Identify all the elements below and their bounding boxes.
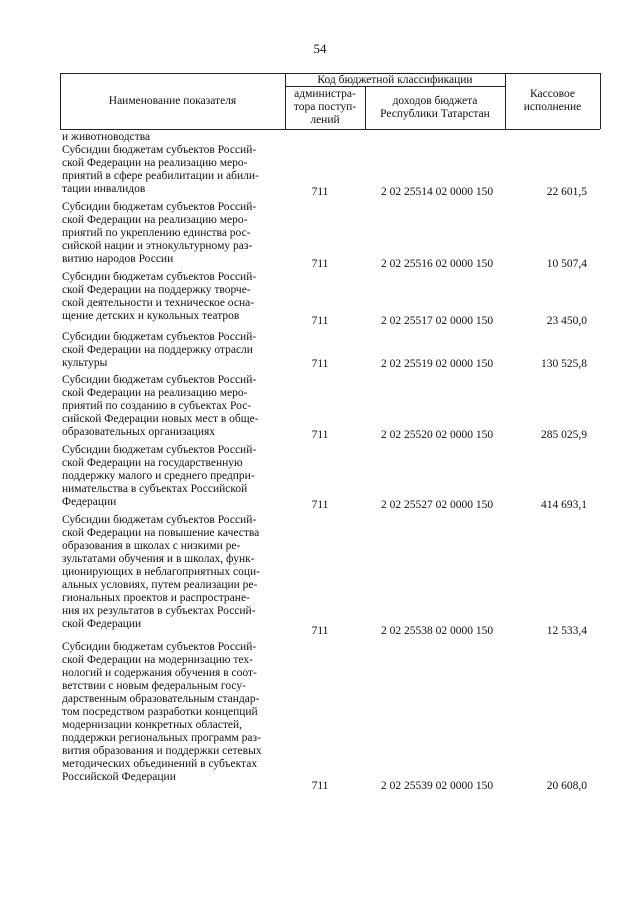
- row-amount: 23 450,0: [546, 315, 587, 327]
- row-amount: 10 507,4: [546, 258, 587, 270]
- row-amount: 130 525,8: [541, 358, 587, 370]
- row-income-code: 2 02 25527 02 0000 150: [380, 499, 494, 511]
- continuation-text: и животноводства: [62, 131, 151, 143]
- row-income-code: 2 02 25514 02 0000 150: [380, 186, 494, 198]
- row-admin-code: 711: [311, 315, 329, 327]
- row-admin-code: 711: [311, 358, 329, 370]
- row-amount: 22 601,5: [546, 186, 587, 198]
- row-admin-code: 711: [311, 780, 329, 792]
- row-amount: 414 693,1: [541, 499, 587, 511]
- row-name: Субсидии бюджетам субъектов Россий- ской Федерации на модернизацию тех- нологий и содержания обучения в соот- ветствии с новым федеральным госу- дарственным образовательным стандар- том посредством разработки концепций модернизации конкретных областей, поддержки региональных программ раз- вития образования и поддержки сетевых методических объединений в субъектах Российской Федерации: [62, 641, 262, 783]
- row-admin-code: 711: [311, 499, 329, 511]
- row-admin-code: 711: [311, 258, 329, 270]
- row-name: Субсидии бюджетам субъектов Россий- ской Федерации на поддержку отрасли культуры: [62, 331, 257, 369]
- row-income-code: 2 02 25538 02 0000 150: [380, 625, 494, 637]
- row-name: Субсидии бюджетам субъектов Россий- ской Федерации на реализацию меро- приятий в сфере реабилитации и абили- тации инвалидов: [62, 144, 259, 195]
- row-name: Субсидии бюджетам субъектов Россий- ской Федерации на повышение качества образования в школах с низкими ре- зультатами обучения и в школах, функ- ционирующих в неблагоприятных соци- альных условиях, путем реализации ре- гиональных проектов и распростране- ния их результатов в субъектах Россий- ской Федерации: [62, 514, 260, 630]
- row-name: Субсидии бюджетам субъектов Россий- ской Федерации на поддержку творче- ской деятельности и техническое осна- щение детских и кукольных театров: [62, 271, 257, 322]
- header-name-cell: Наименование показателя: [108, 95, 237, 107]
- row-income-code: 2 02 25520 02 0000 150: [380, 429, 494, 441]
- row-income-code: 2 02 25539 02 0000 150: [380, 780, 494, 792]
- row-admin-code: 711: [311, 429, 329, 441]
- header-code-group-cell: Код бюджетной классификации: [317, 74, 473, 86]
- header-right-border: [600, 73, 601, 129]
- row-income-code: 2 02 25516 02 0000 150: [380, 258, 494, 270]
- row-amount: 20 608,0: [546, 780, 587, 792]
- header-amount-cell: Кассовое исполнение: [523, 88, 582, 113]
- row-admin-code: 711: [311, 186, 329, 198]
- header-admin-cell: администра- тора поступ- лений: [293, 88, 357, 126]
- header-income-cell: доходов бюджета Республики Татарстан: [380, 95, 490, 120]
- row-name: Субсидии бюджетам субъектов Россий- ской Федерации на реализацию меро- приятий по укреплению единства рос- сийской нации и этнокультурному раз- витию народов России: [62, 201, 257, 265]
- header-bottom-rule: [60, 129, 600, 130]
- row-income-code: 2 02 25519 02 0000 150: [380, 358, 494, 370]
- row-admin-code: 711: [311, 625, 329, 637]
- row-amount: 12 533,4: [546, 625, 587, 637]
- row-income-code: 2 02 25517 02 0000 150: [380, 315, 494, 327]
- row-name: Субсидии бюджетам субъектов Россий- ской Федерации на государственную поддержку малого и среднего предпри- нимательства в субъектах Российской Федерации: [62, 444, 257, 508]
- page-number: 54: [313, 41, 327, 56]
- row-name: Субсидии бюджетам субъектов Россий- ской Федерации на реализацию меро- приятий по созданию в субъектах Рос- сийской Федерации новых мест в обще- образовательных организациях: [62, 374, 259, 438]
- row-amount: 285 025,9: [541, 429, 587, 441]
